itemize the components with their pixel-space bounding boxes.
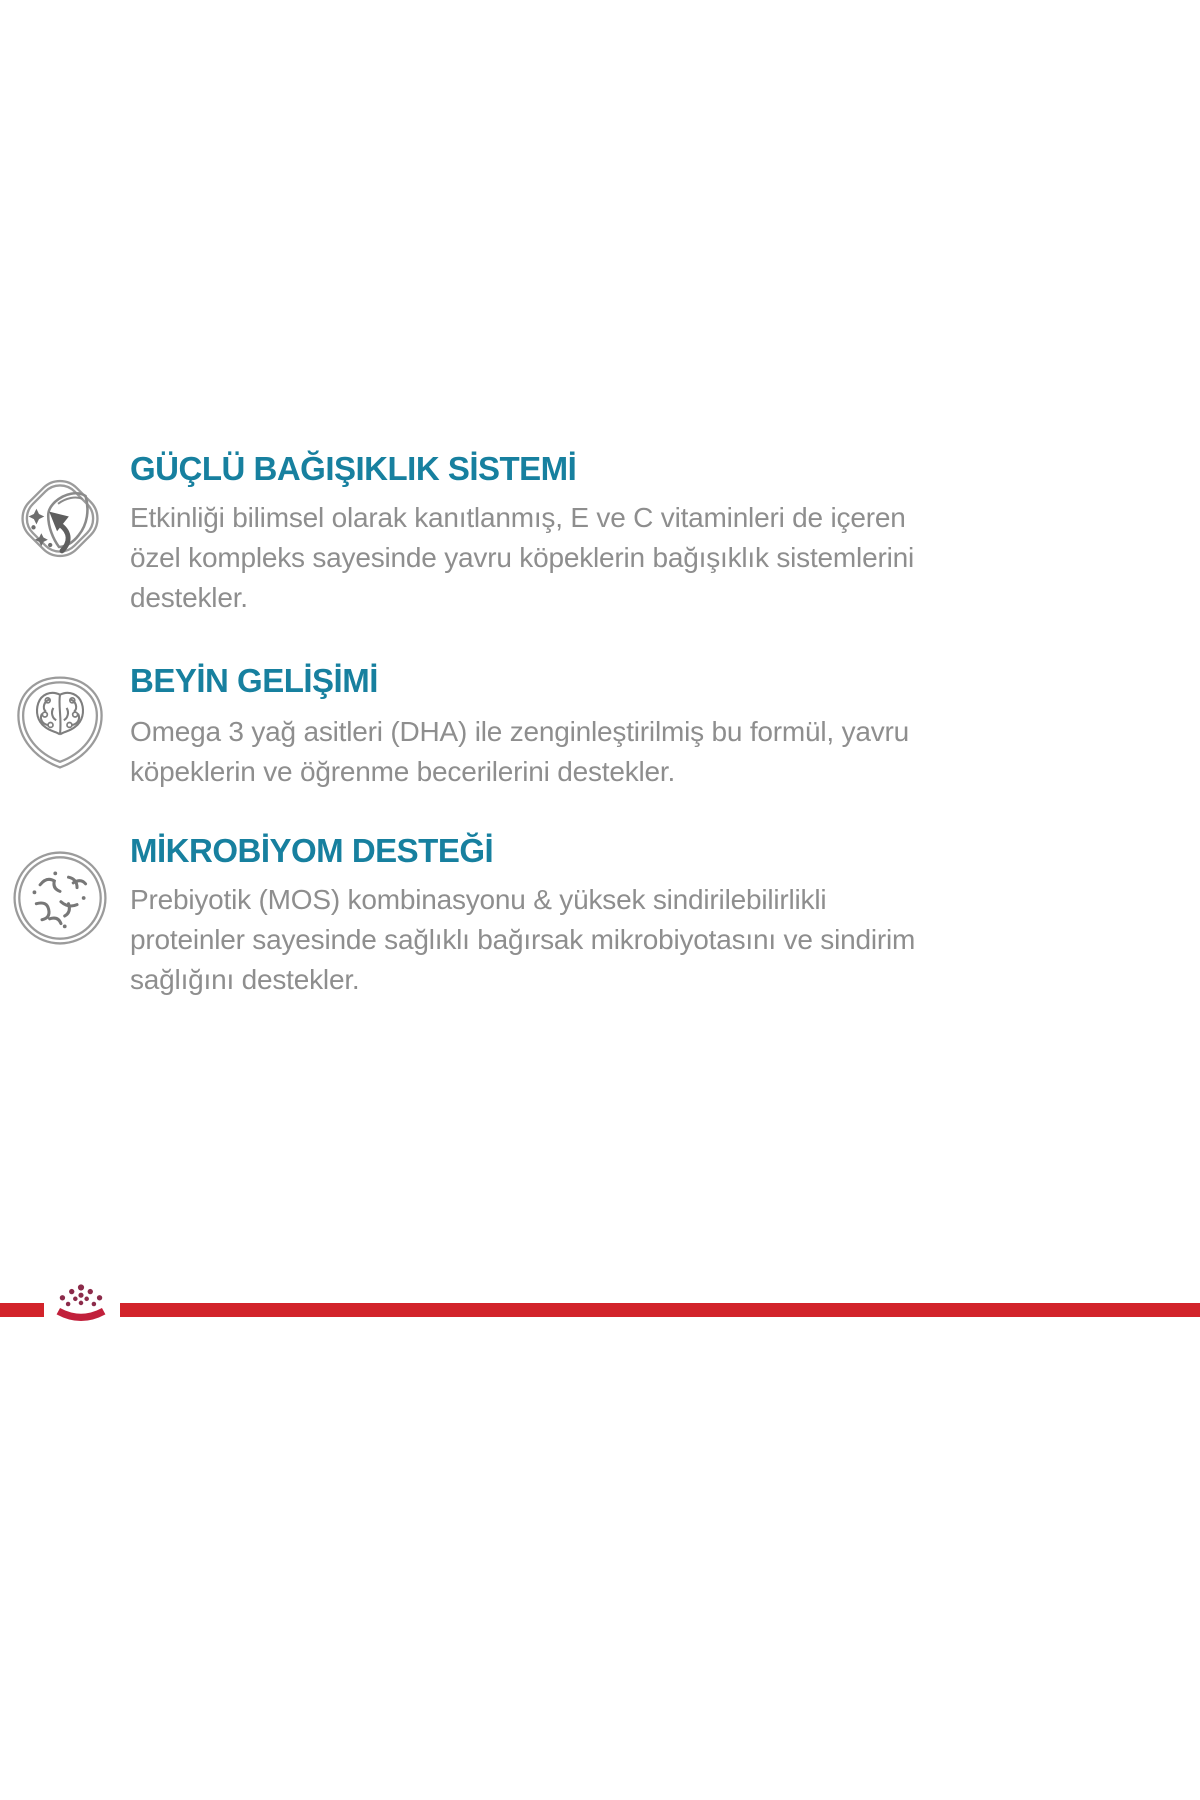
brain-icon xyxy=(6,672,114,786)
brand-divider-line xyxy=(0,1303,1200,1317)
feature-body-microbiome: Prebiyotik (MOS) kombinasyonu & yüksek sindirilebilirlikli proteinler sayesinde sağlıklı bağırsak mikrobiyotasını ve sindirim sağlığını destekler. xyxy=(130,884,916,995)
microbiome-icon xyxy=(6,845,114,959)
feature-title-microbiome: MİKROBİYOM DESTEĞİ xyxy=(130,832,494,869)
royal-canin-crown-icon xyxy=(48,1282,114,1328)
feature-title-brain: BEYİN GELİŞİMİ xyxy=(130,662,378,699)
feature-body-immune: Etkinliği bilimsel olarak kanıtlanmış, E ve C vitaminleri de içeren özel kompleks sayesinde yavru köpeklerin bağışıklık sistemlerini destekler. xyxy=(130,502,914,613)
feature-title-immune: GÜÇLÜ BAĞIŞIKLIK SİSTEMİ xyxy=(130,450,577,487)
immune-shield-icon xyxy=(6,462,114,576)
feature-body-brain: Omega 3 yağ asitleri (DHA) ile zenginleştirilmiş bu formül, yavru köpeklerin ve öğrenme becerilerini destekler. xyxy=(130,716,910,787)
